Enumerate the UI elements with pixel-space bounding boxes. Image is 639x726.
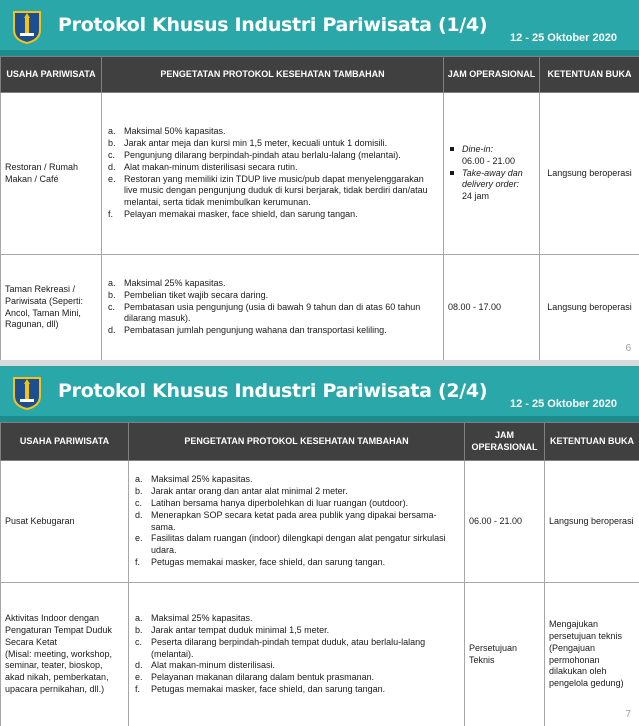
jam-list [448,144,535,203]
protocol-list [133,613,460,696]
header-usaha: USAHA PARIWISATA [1,57,102,93]
page-number: 7 [625,709,631,720]
list-item: b. Pembelian tiket wajib secara daring. [108,289,269,300]
list-item: a. Maksimal 25% kapasitas. [135,474,253,484]
list-item: d. Alat makan-minum disterilisasi secara rutin. [108,161,298,172]
usaha-cell [1,583,129,726]
table-row [1,93,639,255]
jam-cell: Persetujuan Teknis [465,583,545,726]
table-row [1,583,639,726]
slide-1 [0,0,639,360]
list-item: b. Jarak antar tempat duduk minimal 1,5 meter. [135,624,330,635]
protokol-cell [129,583,465,726]
list-item: f. Petugas memakai masker, face shield, dan sarung tangan. [135,684,386,695]
jam-item: Take-away dan delivery order: 24 jam [448,168,535,204]
list-item: a. Maksimal 25% kapasitas. [135,612,253,623]
header-jam: JAM OPERASIONAL [465,423,545,461]
jam-item: Dine-in: 06.00 - 21.00 [448,144,535,168]
list-item: a. Maksimal 25% kapasitas. [108,277,226,288]
protocol-list [106,278,439,337]
slide-2 [0,366,639,726]
list-item: c. Latihan bersama hanya diperbolehkan di luar ruangan (outdoor). [135,497,409,508]
jakarta-emblem-icon [12,10,42,44]
usaha-cell: Taman Rekreasi / Pariwisata (Seperti: Ancol, Taman Mini, Ragunan, dll) [1,255,102,361]
usaha-example-text: (Misal: meeting, workshop, seminar, teater, bioskop, akad nikah, pemberkatan, upacara pernikahan, dll.) [5,648,113,695]
jam-cell: 06.00 - 21.00 [465,461,545,583]
date-range: 12 - 25 Oktober 2020 [509,398,617,410]
protokol-cell [102,255,444,361]
ketentuan-cell: Langsung beroperasi [540,255,639,361]
list-item: e. Restoran yang memiliki izin TDUP live music/pub dapat menyelenggarakan live music dengan pengunjung duduk di kursi berjarak, tidak berdiri dan/atau melantai, serta tidak menimbulkan kerumunan. [108,173,428,208]
jakarta-emblem-icon [12,376,42,410]
usaha-main-text: Aktivitas Indoor dengan Pengaturan Tempat Duduk Secara Ketat [5,612,112,647]
protokol-cell [129,461,465,583]
jam-cell: 08.00 - 17.00 [444,255,540,361]
list-item: d. Menerapkan SOP secara ketat pada area publik yang dipakai bersama-sama. [135,509,437,532]
usaha-cell: Pusat Kebugaran [1,461,129,583]
list-item: f. Petugas memakai masker, face shield, dan sarung tangan. [135,557,386,568]
slide-title: Protokol Khusus Industri Pariwisata (2/4) [58,380,488,402]
list-item: b. Jarak antar orang dan antar alat minimal 2 meter. [135,485,348,496]
usaha-cell: Restoran / Rumah Makan / Café [1,93,102,255]
table-header-row [1,57,639,93]
list-item: e. Pelayanan makanan dilarang dalam bentuk prasmanan. [135,672,375,683]
protokol-cell [102,93,444,255]
list-item: a. Maksimal 50% kapasitas. [108,126,226,136]
protocol-table [0,56,639,360]
list-item: c. Pembatasan usia pengunjung (usia di bawah 9 tahun dan di atas 60 tahun dilarang masuk). [108,301,421,324]
ketentuan-cell: Langsung beroperasi [540,93,639,255]
header-protokol: PENGETATAN PROTOKOL KESEHATAN TAMBAHAN [129,423,465,461]
list-item: f. Pelayan memakai masker, face shield, dan sarung tangan. [108,209,358,220]
protocol-list [106,126,439,221]
list-item: c. Peserta dilarang berpindah-pindah tempat duduk, atau berlalu-lalang (melantai). [135,636,426,659]
table-row [1,255,639,361]
slide-title: Protokol Khusus Industri Pariwisata (1/4) [58,14,488,36]
ketentuan-cell: Mengajukan persetujuan teknis (Pengajuan permohonan dilakukan oleh pengelola gedung) [545,583,639,726]
header-ketentuan: KETENTUAN BUKA [545,423,639,461]
date-range: 12 - 25 Oktober 2020 [509,32,617,44]
list-item: d. Alat makan-minum disterilisasi. [135,660,276,671]
list-item: d. Pembatasan jumlah pengunjung wahana dan transportasi keliling. [108,325,387,336]
header-jam: JAM OPERASIONAL [444,57,540,93]
table-header-row [1,423,639,461]
table-row [1,461,639,583]
protocol-table [0,422,639,726]
list-item: e. Fasilitas dalam ruangan (indoor) dilengkapi dengan alat pengatur sirkulasi udara. [135,533,446,556]
protocol-list [133,474,460,569]
jam-cell [444,93,540,255]
header-protokol: PENGETATAN PROTOKOL KESEHATAN TAMBAHAN [102,57,444,93]
header-usaha: USAHA PARIWISATA [1,423,129,461]
ketentuan-cell: Langsung beroperasi [545,461,639,583]
list-item: b. Jarak antar meja dan kursi min 1,5 meter, kecuali untuk 1 domisili. [108,137,388,148]
page-number: 6 [625,343,631,354]
header-ketentuan: KETENTUAN BUKA [540,57,639,93]
list-item: c. Pengunjung dilarang berpindah-pindah atau berlalu-lalang (melantai). [108,149,401,160]
